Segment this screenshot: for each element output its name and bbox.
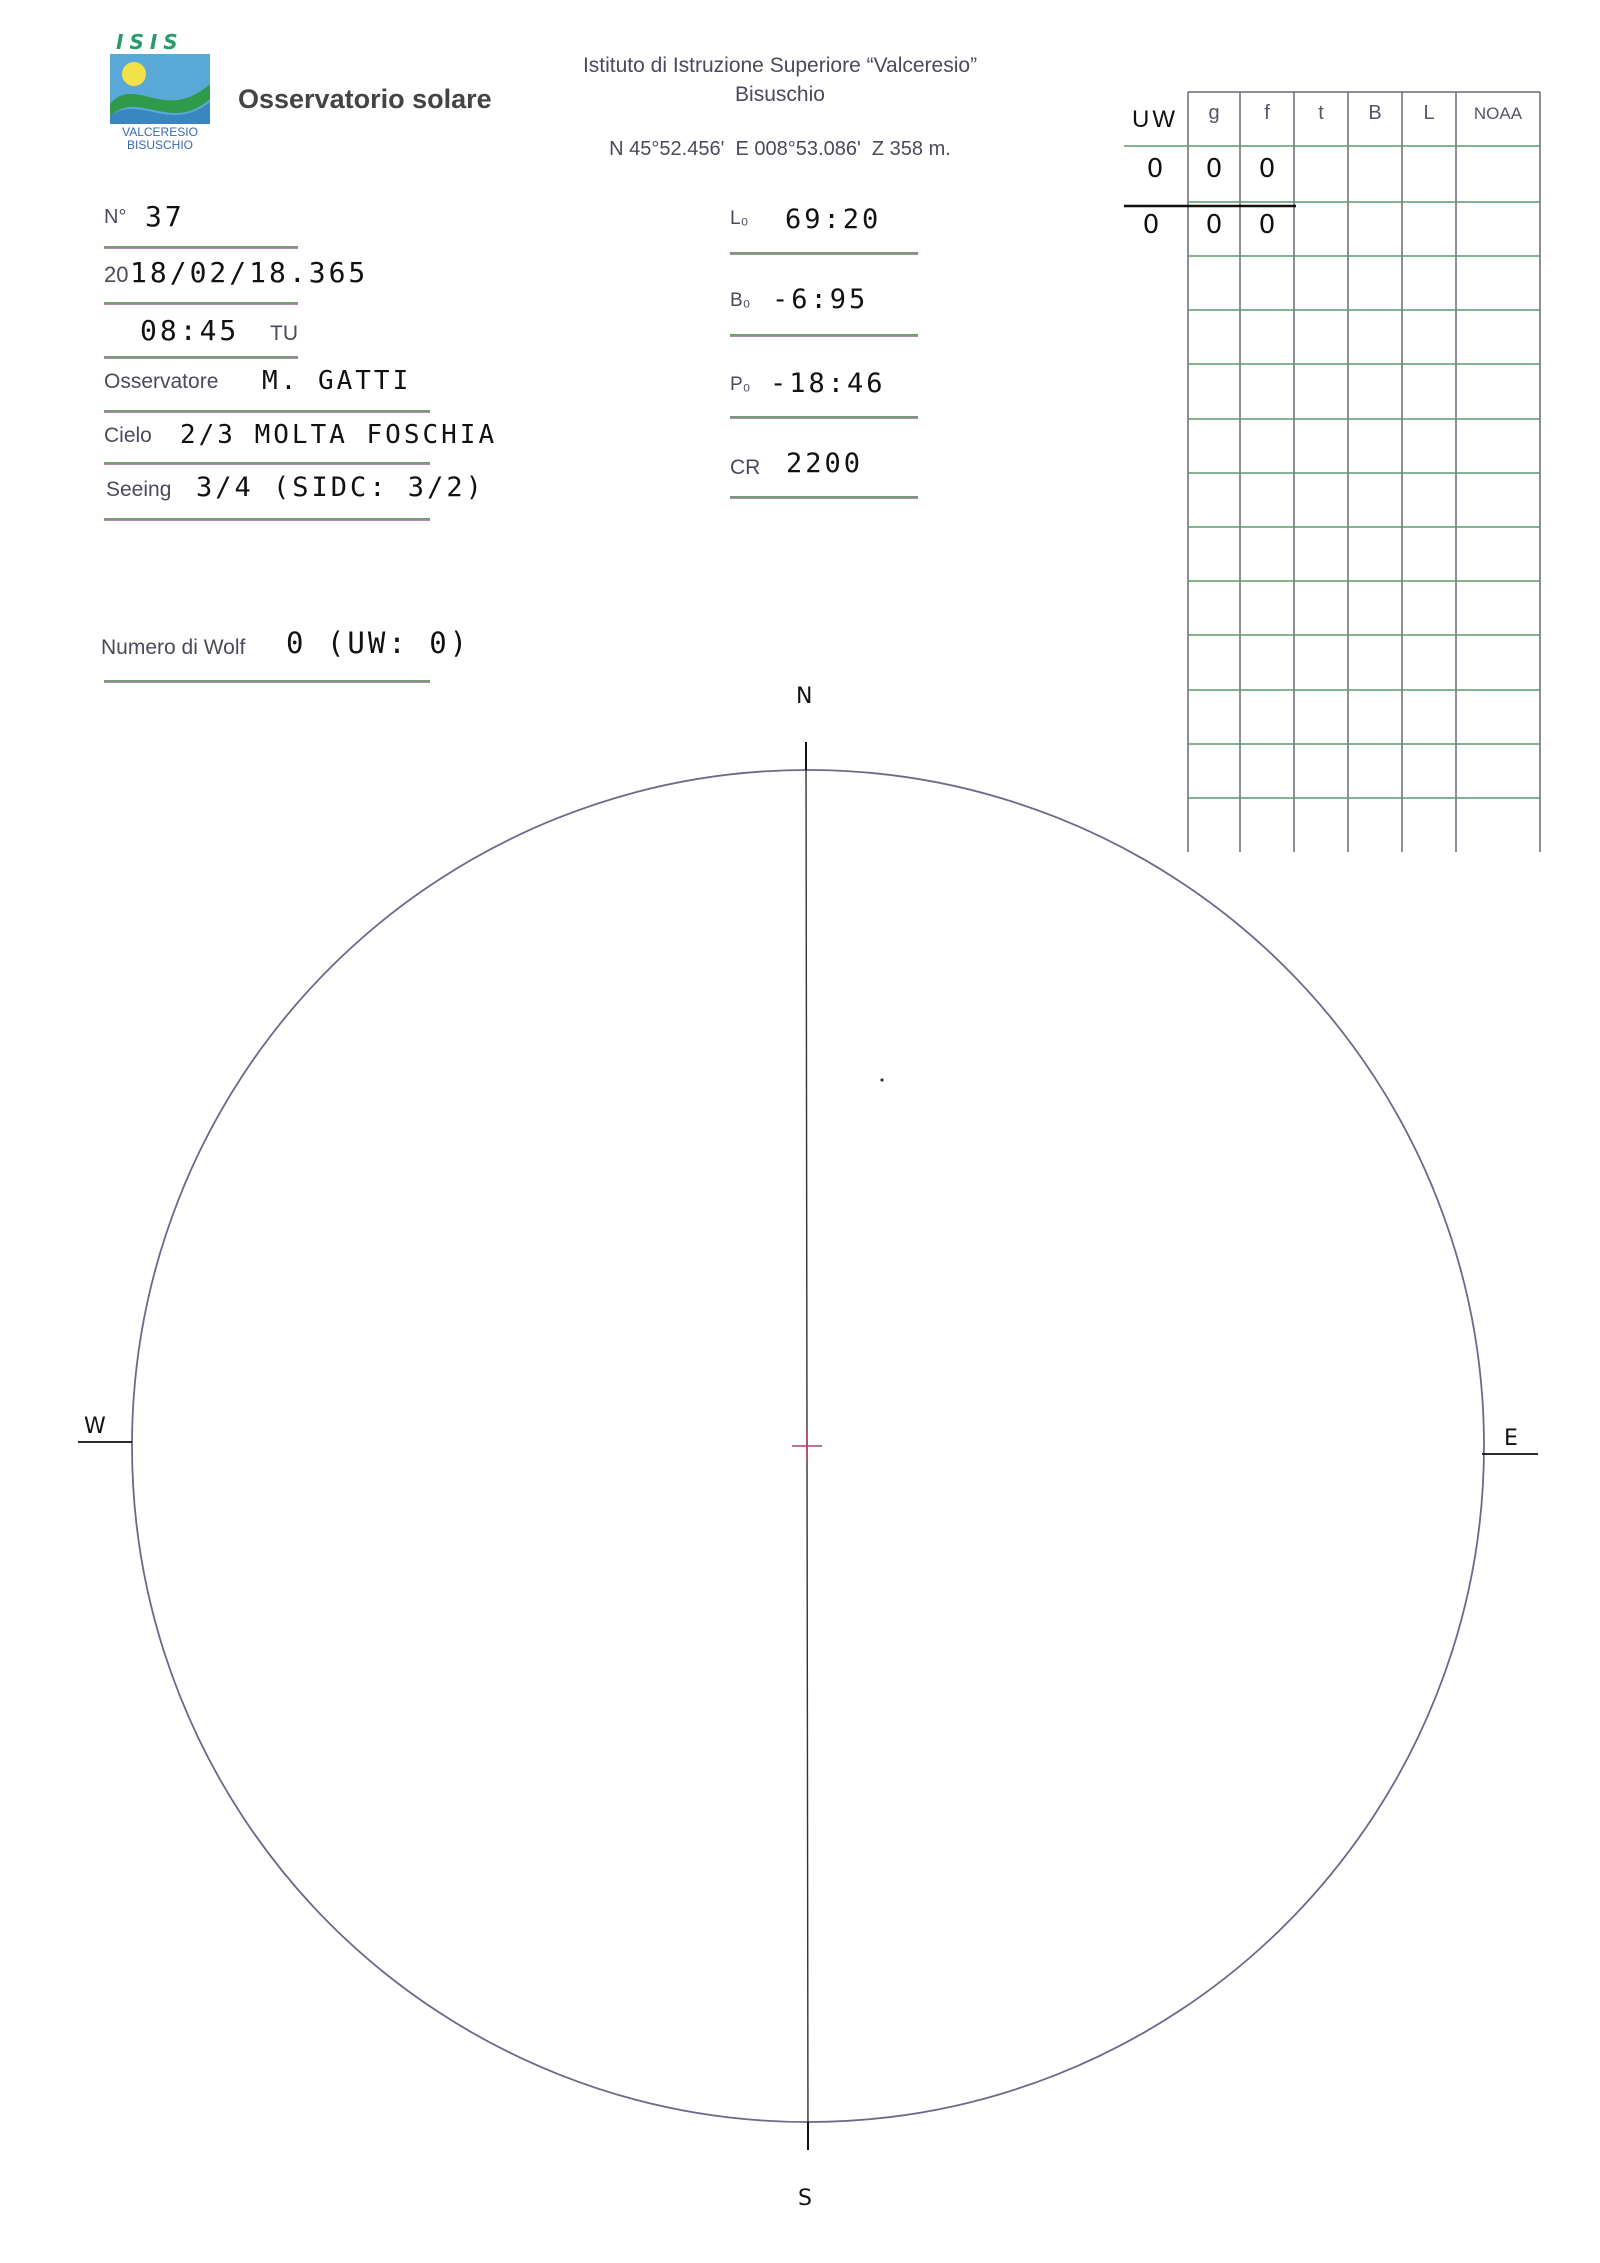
header-t: t xyxy=(1318,102,1324,124)
header-uw: UW xyxy=(1132,106,1178,133)
logo-top-text: ISIS xyxy=(116,30,184,54)
date-value: 18/02/18.365 xyxy=(130,256,369,289)
institute-name: Istituto di Istruzione Superiore “Valceresio” xyxy=(582,54,978,77)
b0-label: B₀ xyxy=(730,290,751,311)
west-label: W xyxy=(84,1414,106,1439)
sky-value: 2/3 MOLTA FOSCHIA xyxy=(180,420,498,450)
row1-g: 0 xyxy=(1205,154,1223,184)
p0-value: -18:46 xyxy=(770,368,886,399)
row2-uw: 0 xyxy=(1142,210,1160,240)
logo-bottom-text: VALCERESIO BISUSCHIO xyxy=(122,125,198,152)
p0-label: P₀ xyxy=(730,374,751,395)
observatory-title: Osservatorio solare xyxy=(238,84,492,114)
speck-mark xyxy=(880,1078,883,1081)
institute-town: Bisuschio xyxy=(735,83,825,106)
cr-value: 2200 xyxy=(786,448,864,479)
number-label: N° xyxy=(104,206,127,228)
row2-f: 0 xyxy=(1258,210,1276,240)
cr-label: CR xyxy=(730,456,761,479)
header-f: f xyxy=(1264,102,1270,124)
sky-label: Cielo xyxy=(104,424,152,447)
date-prefix: 20 xyxy=(104,262,129,287)
observatory-coordinates: N 45°52.456' E 008°53.086' Z 358 m. xyxy=(609,138,951,160)
wolf-value: 0 (UW: 0) xyxy=(286,626,471,660)
header-l: L xyxy=(1423,102,1435,124)
l0-label: L₀ xyxy=(730,208,749,229)
north-label: N xyxy=(796,684,813,709)
row1-uw: 0 xyxy=(1146,154,1164,184)
wolf-label: Numero di Wolf xyxy=(101,636,246,659)
seeing-label: Seeing xyxy=(106,478,172,501)
b0-value: -6:95 xyxy=(772,284,869,315)
time-unit: TU xyxy=(270,322,298,345)
row2-g: 0 xyxy=(1205,210,1223,240)
south-label: S xyxy=(798,2186,812,2211)
row1-f: 0 xyxy=(1258,154,1276,184)
time-value: 08:45 xyxy=(140,314,240,347)
header-g: g xyxy=(1208,102,1220,124)
east-label: E xyxy=(1504,1426,1518,1451)
header-noaa: NOAA xyxy=(1473,104,1523,123)
number-value: 37 xyxy=(145,200,185,233)
header-b: B xyxy=(1368,102,1382,124)
l0-value: 69:20 xyxy=(785,204,882,235)
seeing-value: 3/4 (SIDC: 3/2) xyxy=(196,472,485,503)
observer-label: Osservatore xyxy=(104,370,219,393)
observer-value: M. GATTI xyxy=(262,366,412,396)
